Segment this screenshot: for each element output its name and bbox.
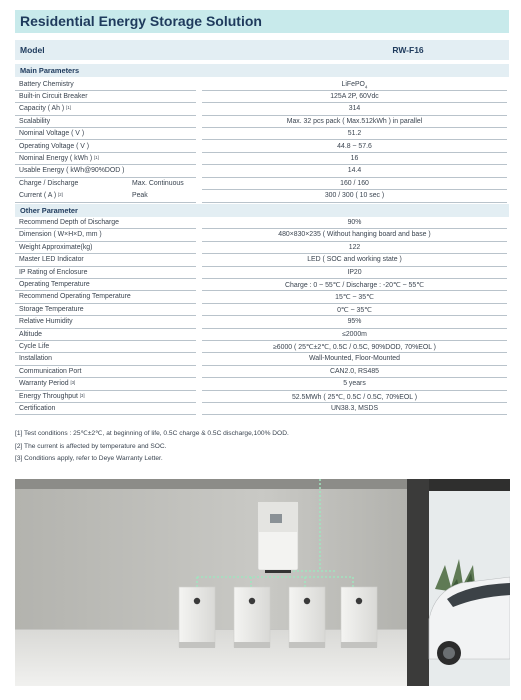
spec-value: 5 years xyxy=(343,380,366,388)
spec-label: Relative Humidity xyxy=(19,318,73,326)
spec-value: 90% xyxy=(347,219,362,226)
model-header-row xyxy=(15,40,509,60)
spec-label: Nominal Energy ( kWh ) [1] xyxy=(19,154,99,162)
spec-value: UN38.3, MSDS xyxy=(330,405,379,412)
spec-value: 51.2 xyxy=(347,130,362,138)
spec-label: Cycle Life xyxy=(19,343,50,350)
spec-label: Recommend Depth of Discharge xyxy=(19,219,119,226)
installation-scene-image xyxy=(15,479,510,686)
spec-value: 480×830×235 ( Without hanging board and base ) xyxy=(278,231,431,239)
spec-label: Dimension ( W×H×D, mm ) xyxy=(19,231,102,239)
spec-label: Capacity ( Ah ) [1] xyxy=(19,105,71,113)
model-value: RW-F16 xyxy=(392,45,424,55)
spec-value-current-peak: 300 / 300 ( 10 sec ) xyxy=(324,192,385,200)
spec-row-capacity-ah xyxy=(15,103,509,115)
spec-value: Max. 32 pcs pack ( Max.512kWh ) in parallel xyxy=(286,117,423,125)
spec-label: Energy Throughput [3] xyxy=(19,392,85,400)
spec-label-charge-discharge: Charge / Discharge xyxy=(19,180,79,187)
title-bar xyxy=(15,10,509,33)
spec-value: 14.4 xyxy=(347,167,362,175)
spec-label: Communication Port xyxy=(19,367,82,375)
spec-row-storage-temperature xyxy=(15,304,509,316)
spec-row-nominal-voltage-v xyxy=(15,128,509,140)
main-parameters-header xyxy=(15,64,509,77)
spec-row-certification xyxy=(15,403,509,415)
spec-row-warranty-period xyxy=(15,378,509,390)
spec-label: Certification xyxy=(19,405,56,412)
spec-row-current-max xyxy=(15,178,509,190)
spec-row-scalability xyxy=(15,116,509,128)
spec-label: Storage Temperature xyxy=(19,305,84,313)
spec-label: Battery Chemistry xyxy=(19,80,74,88)
spec-value: 314 xyxy=(348,105,361,113)
main-parameters-title: Main Parameters xyxy=(20,66,80,75)
spec-row-built-in-circuit-breaker xyxy=(15,91,509,103)
spec-value: 125A 2P, 60Vdc xyxy=(330,92,379,100)
spec-value: LiFePO$_4$ xyxy=(341,80,368,89)
spec-value-current-max: 160 / 160 xyxy=(340,180,369,187)
spec-row-ip-rating-of-enclosure xyxy=(15,267,509,279)
spec-label: Nominal Voltage ( V ) xyxy=(19,130,85,138)
spec-row-battery-chemistry xyxy=(15,79,509,91)
spec-label: Installation xyxy=(19,355,52,363)
spec-label: Master LED Indicator xyxy=(19,256,84,264)
spec-value: 16 xyxy=(350,154,359,162)
spec-row-altitude xyxy=(15,329,509,341)
spec-row-dimension-w-h-d-mm xyxy=(15,229,509,241)
product-installation-photo xyxy=(15,479,510,686)
spec-row-recommend-depth-of-discharge xyxy=(15,217,509,229)
footnote-1: [1] Test conditions : 25℃±2℃, at beginning of life, 0.5C charge & 0.5C discharge,100% DOD. xyxy=(15,430,289,437)
spec-row-current-peak xyxy=(15,190,509,202)
spec-row-weight-approximate-kg xyxy=(15,242,509,254)
spec-value: 95% xyxy=(347,318,362,326)
footnote-3: [3] Conditions apply, refer to Deye Warranty Letter. xyxy=(15,455,163,463)
spec-row-recommend-operating-temperature xyxy=(15,291,509,303)
spec-value: IP20 xyxy=(347,268,362,276)
spec-value: 0℃ ~ 35℃ xyxy=(337,306,372,314)
spec-label: Usable Energy ( kWh@90%DOD ) xyxy=(19,167,125,175)
spec-label-current: Current ( A ) [2] xyxy=(19,192,63,200)
spec-label: Operating Temperature xyxy=(19,281,90,288)
spec-value: Charge : 0 ~ 55℃ / Discharge : -20℃ ~ 55℃ xyxy=(285,282,424,289)
spec-label: Altitude xyxy=(19,330,42,338)
spec-row-operating-voltage-v xyxy=(15,141,509,153)
spec-label: Recommend Operating Temperature xyxy=(19,293,131,301)
spec-row-nominal-energy-kwh xyxy=(15,153,509,165)
spec-label: IP Rating of Enclosure xyxy=(19,268,88,276)
spec-row-master-led-indicator xyxy=(15,254,509,266)
spec-label: Warranty Period [3] xyxy=(19,380,76,388)
page-title: Residential Energy Storage Solution xyxy=(20,13,262,29)
spec-row-usable-energy-kwh-90-dod xyxy=(15,165,509,177)
model-label: Model xyxy=(20,45,45,55)
spec-value: 44.8 ~ 57.6 xyxy=(337,142,372,150)
other-parameter-header xyxy=(15,204,509,217)
spec-row-communication-port xyxy=(15,366,509,378)
spec-label: Built-in Circuit Breaker xyxy=(19,92,88,100)
spec-label: Scalability xyxy=(19,117,51,125)
other-parameter-title: Other Parameter xyxy=(20,205,78,215)
footnotes xyxy=(15,428,289,466)
spec-row-cycle-life xyxy=(15,341,509,353)
spec-value: Wall-Mounted, Floor-Mounted xyxy=(309,355,400,363)
spec-value: 52.5MWh ( 25℃, 0.5C / 0.5C, 70%EOL ) xyxy=(291,393,418,401)
footnote-2: [2] The current is affected by temperature and SOC. xyxy=(15,442,167,450)
spec-value: LED ( SOC and working state ) xyxy=(307,256,402,264)
spec-row-operating-temperature xyxy=(15,279,509,291)
spec-value: 122 xyxy=(348,243,361,251)
spec-row-installation xyxy=(15,353,509,365)
spec-sublabel-peak: Peak xyxy=(132,192,148,200)
spec-row-relative-humidity xyxy=(15,316,509,328)
spec-value: CAN2.0, RS485 xyxy=(329,367,380,375)
spec-label: Weight Approximate(kg) xyxy=(19,243,93,251)
spec-row-energy-throughput xyxy=(15,391,509,403)
spec-value: 15℃ ~ 35℃ xyxy=(335,294,374,302)
spec-label: Operating Voltage ( V ) xyxy=(19,142,90,150)
spec-sublabel-max-continuous: Max. Continuous xyxy=(132,180,184,187)
spec-value: ≥6000 ( 25℃±2℃, 0.5C / 0.5C, 90%DOD, 70%EOL ) xyxy=(273,344,436,351)
spec-value: ≤2000m xyxy=(342,330,367,338)
